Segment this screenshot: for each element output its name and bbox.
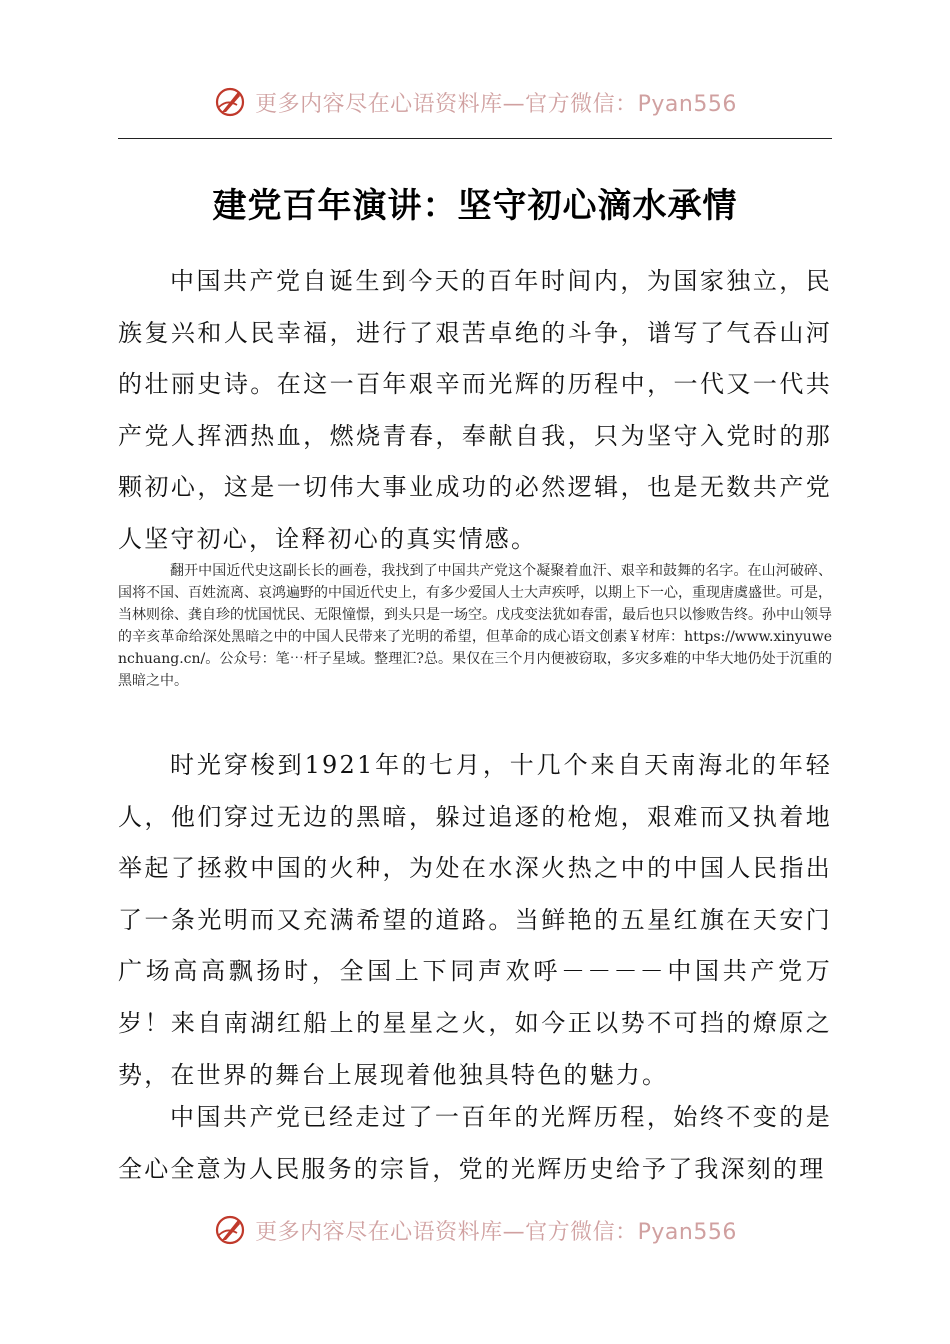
paragraph-3-block: [118, 740, 832, 1101]
header-banner: [0, 80, 950, 124]
header-banner-text: 更多内容尽在心语资料库—官方微信：Pyan556: [255, 91, 737, 117]
paragraph-1: 中国共产党自诞生到今天的百年时间内，为国家独立，民族复兴和人民幸福，进行了艰苦卓绝的斗争，谱写了气吞山河的壮丽史诗。在这一百年艰辛而光辉的历程中，一代又一代共产党人挥洒热血，燃烧青春，奉献自我，只为坚守入党时的那颗初心，这是一切伟大事业成功的必然逻辑，也是无数共产党人坚守初心，诠释初心的真实情感。: [118, 267, 832, 553]
quill-logo-icon: [213, 1213, 247, 1247]
paragraph-1-block: [118, 256, 832, 566]
paragraph-2: 翻开中国近代史这副长长的画卷，我找到了中国共产党这个凝聚着血汗、艰辛和鼓舞的名字。在山河破碎、国将不国、百姓流离、哀鸿遍野的中国近代史上，有多少爱国人士大声疾呼，以期上下一心，重现唐虞盛世。可是，当林则徐、龚自珍的忧国忧民、无限憧憬，到头只是一场空。戊戌变法犹如春雷，最后也只以惨败告终。孙中山领导的辛亥革命给深处黑暗之中的中国人民带来了光明的希望，但革命的成心语文创素￥材库：https://www.xinyuwenchuang.cn/。公众号：笔⋯杆子星域。整理汇?总。果仅在三个月内便被窃取，多灾多难的中华大地仍处于沉重的黑暗之中。: [118, 563, 832, 689]
paragraph-4-block: [118, 1092, 832, 1195]
paragraph-4: 中国共产党已经走过了一百年的光辉历程，始终不变的是全心全意为人民服务的宗旨，党的光辉历史给予了我深刻的理: [118, 1103, 832, 1183]
document-title: 建党百年演讲：坚守初心滴水承情: [212, 186, 738, 226]
footer-banner: [0, 1208, 950, 1252]
paragraph-3: 时光穿梭到1921年的七月，十几个来自天南海北的年轻人，他们穿过无边的黑暗，躲过追逐的枪炮，艰难而又执着地举起了拯救中国的火种，为处在水深火热之中的中国人民指出了一条光明而又充满希望的道路。当鲜艳的五星红旗在天安门广场高高飘扬时，全国上下同声欢呼－－－－中国共产党万岁！来自南湖红船上的星星之火，如今正以势不可挡的燎原之势，在世界的舞台上展现着他独具特色的魅力。: [118, 751, 832, 1089]
quill-logo-icon: [213, 85, 247, 119]
header-divider: [118, 138, 832, 139]
footer-banner-text: 更多内容尽在心语资料库—官方微信：Pyan556: [255, 1219, 737, 1245]
paragraph-2-block: [118, 560, 832, 692]
